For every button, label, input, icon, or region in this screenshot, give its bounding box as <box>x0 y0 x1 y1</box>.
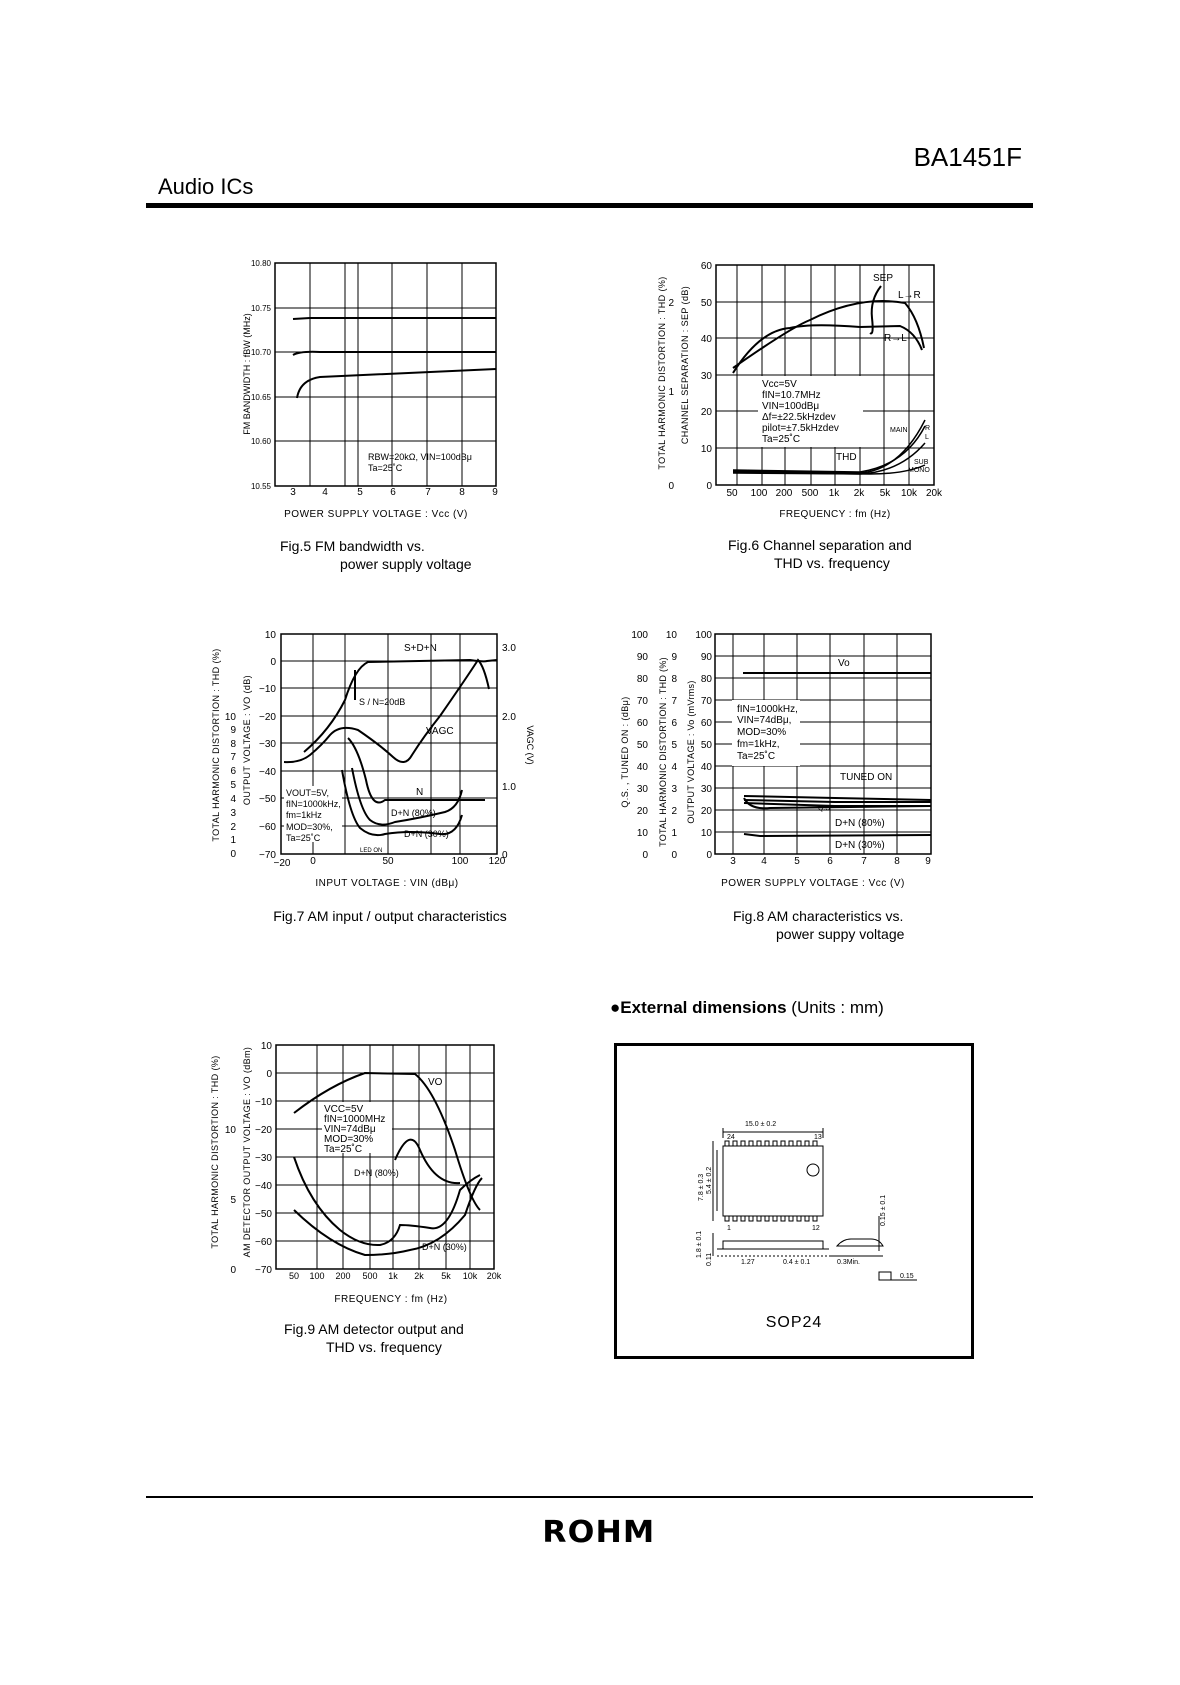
dim-flat: 0.15 <box>900 1273 914 1280</box>
fig7-xtick: 120 <box>488 856 506 867</box>
fig9-condition: Ta=25˚C <box>324 1144 363 1155</box>
fig6-ytick-thd: 1 <box>668 387 674 398</box>
fig8-condition: VIN=74dBμ, <box>737 715 792 726</box>
fig9-ytick-vo: −70 <box>255 1265 272 1276</box>
fig9-ylabel-inner: AM DETECTOR OUTPUT VOLTAGE : VO (dBm) <box>242 1046 252 1258</box>
fig8-xtick: 9 <box>925 856 931 867</box>
fig7-xtick: 50 <box>382 856 394 867</box>
fig9-ytick-vo: 10 <box>260 1041 272 1052</box>
bottom-pins <box>725 1216 817 1221</box>
external-dimensions-heading: External dimensions <box>620 998 787 1017</box>
fig7-ytick-vo: −30 <box>259 739 276 750</box>
fig6-ytick-sep: 20 <box>700 407 712 418</box>
fig6-xtick: 2k <box>853 488 865 499</box>
top-pins <box>725 1141 817 1146</box>
fig8-xtick: 5 <box>794 856 800 867</box>
fig7-ytick-vo: −40 <box>259 767 276 778</box>
fig6-condition: pilot=±7.5kHzdev <box>762 423 839 434</box>
fig8-ylabel-qs: Q.S. , TUNED ON : (dBμ) <box>620 696 630 808</box>
fig7-ytick-vo: −50 <box>259 794 276 805</box>
fig7-ytick-thd: 3 <box>230 808 236 819</box>
fig9-ytick-vo: −40 <box>255 1181 272 1192</box>
fig7-ytick-vo: −60 <box>259 822 276 833</box>
pin1-marker <box>807 1164 819 1176</box>
rohm-logo: ROHM <box>542 1515 656 1550</box>
fig7-ytick-vo: −20 <box>259 712 276 723</box>
fig6-label-sub: SUB <box>914 459 929 466</box>
fig6-xtick: 100 <box>750 488 768 499</box>
dim-min: 0.3Min. <box>837 1259 860 1266</box>
fig8-ytick-vo: 70 <box>700 696 712 707</box>
fig5-ytick: 10.75 <box>250 304 271 313</box>
fig6-ylabel-inner: CHANNEL SEPARATION : SEP (dB) <box>680 285 690 445</box>
external-dimensions-title <box>610 998 884 1018</box>
fig8-ytick-vo: 100 <box>695 630 712 641</box>
fig9-ytick-vo: −50 <box>255 1209 272 1220</box>
fig8-ytick-vo: 40 <box>700 762 712 773</box>
fig6-xtick: 10k <box>900 488 918 499</box>
external-dimensions-units: (Units : mm) <box>786 998 884 1017</box>
fig5-ylabel: FM BANDWIDTH : fBW (MHz) <box>242 313 252 435</box>
fig9-xtick: 200 <box>335 1271 351 1281</box>
fig8-ytick-vo: 30 <box>700 784 712 795</box>
fig8-ytick-vo: 50 <box>700 740 712 751</box>
fig7-condition: MOD=30%, <box>286 822 333 832</box>
fig5-annotation: RBW=20kΩ, VIN=100dBμ <box>368 452 472 462</box>
fig8-label-tuned: TUNED ON <box>840 772 893 783</box>
fig8-ytick-qs: 40 <box>636 762 648 773</box>
fig9-xtick: 1k <box>388 1271 398 1281</box>
fig8-ytick-thd: 2 <box>671 806 677 817</box>
fig8-xlabel: POWER SUPPLY VOLTAGE : Vcc (V) <box>721 878 905 889</box>
dim-pin12: 12 <box>812 1225 820 1232</box>
fig5-xtick: 8 <box>459 487 465 498</box>
fig9-ytick-vo: −30 <box>255 1153 272 1164</box>
dim-pitch: 1.27 <box>741 1259 755 1266</box>
fig6-label-lr: L→R <box>898 290 921 301</box>
fig7-label-vagc: VAGC <box>426 726 454 737</box>
fig6-caption-line1: Fig.6 Channel separation and <box>728 537 912 553</box>
fig8-label-dn80: D+N (80%) <box>835 818 885 829</box>
fig7-ytick-vo: −70 <box>259 850 276 861</box>
fig7-label-sn: S / N=20dB <box>359 697 406 707</box>
dim-h: 1.8 ± 0.1 <box>696 1230 703 1258</box>
fig9-ytick-thd: 0 <box>230 1265 236 1276</box>
fig8-ytick-qs: 60 <box>636 718 648 729</box>
fig9-caption-line2: THD vs. frequency <box>326 1339 442 1355</box>
fig6-xtick: 20k <box>925 488 943 499</box>
fig8-ytick-vo: 0 <box>706 850 712 861</box>
fig6-xlabel: FREQUENCY : fm (Hz) <box>779 509 891 520</box>
fig7-ytick-thd: 4 <box>230 794 236 805</box>
fig7-ytick-right: 1.0 <box>502 782 516 793</box>
fig5-ytick: 10.60 <box>250 437 271 446</box>
fig8-condition: MOD=30% <box>737 727 787 738</box>
fig6-label-r: R <box>925 425 931 432</box>
fig8-ytick-vo: 20 <box>700 806 712 817</box>
fig5-xtick: 6 <box>390 487 396 498</box>
fig5-xtick: 7 <box>425 487 431 498</box>
package-drawing-box <box>614 1043 974 1359</box>
fig9-xtick: 5k <box>441 1271 451 1281</box>
fig7-label-led: LED ON <box>360 848 383 854</box>
package-side-view <box>723 1241 823 1249</box>
fig8-ytick-thd: 5 <box>671 740 677 751</box>
fig8-ylabel-thd: TOTAL HARMONIC DISTORTION : THD (%) <box>658 657 668 847</box>
fig7-ytick-thd: 5 <box>230 780 236 791</box>
fig9-ytick-vo: 0 <box>266 1069 272 1080</box>
fig9-xtick: 10k <box>462 1271 478 1281</box>
sop24-drawing <box>617 1046 971 1356</box>
fig8-ytick-qs: 10 <box>636 828 648 839</box>
fig5-ytick: 10.65 <box>250 393 271 402</box>
fig7-ytick-thd: 6 <box>230 766 236 777</box>
fig7-ytick-vo: −10 <box>259 684 276 695</box>
dim-w1: 7.8 ± 0.3 <box>698 1173 705 1201</box>
fig9-xtick: 100 <box>309 1271 325 1281</box>
fig8-ytick-qs: 80 <box>636 674 648 685</box>
fig8-ytick-thd: 4 <box>671 762 677 773</box>
fig5-xtick: 4 <box>322 487 328 498</box>
fig9-ytick-thd: 5 <box>230 1195 236 1206</box>
fig6-xtick: 50 <box>726 488 738 499</box>
fig7-ytick-thd: 10 <box>224 712 236 723</box>
fig8-label-vo: Vo <box>838 658 850 669</box>
fig6-ytick-sep: 10 <box>700 444 712 455</box>
fig8-ytick-thd: 6 <box>671 718 677 729</box>
fig6-condition: Vcc=5V <box>762 379 797 390</box>
fig5-ytick: 10.70 <box>250 348 271 357</box>
fig9-xlabel: FREQUENCY : fm (Hz) <box>334 1294 448 1305</box>
fig7-ylabel-inner: OUTPUT VOLTAGE : VO (dB) <box>242 674 252 806</box>
fig9-ytick-vo: −10 <box>255 1097 272 1108</box>
fig6-ytick-sep: 60 <box>700 261 712 272</box>
fig8-ytick-qs: 50 <box>636 740 648 751</box>
fig9-xtick: 2k <box>414 1271 424 1281</box>
fig9-dn80-bump <box>395 1140 460 1184</box>
fig8-condition: Ta=25˚C <box>737 751 776 762</box>
fig6-label-l: L <box>925 434 929 441</box>
fig8-condition: fIN=1000kHz, <box>737 704 798 715</box>
fig6-condition: Ta=25˚C <box>762 434 801 445</box>
fig5-annotation: Ta=25˚C <box>368 463 403 473</box>
fig8-ylabel-vo: OUTPUT VOLTAGE : Vo (mVrms) <box>686 680 696 824</box>
fig5-xtick: 3 <box>290 487 296 498</box>
fig7-condition: VOUT=5V, <box>286 788 329 798</box>
fig7-condition: fm=1kHz <box>286 810 322 820</box>
fig6-ytick-sep: 50 <box>700 298 712 309</box>
fig6-label-sep: SEP <box>873 273 894 284</box>
fig8-ytick-thd: 10 <box>665 630 677 641</box>
fig6-caption-line2: THD vs. frequency <box>774 555 890 571</box>
fig6-ytick-sep: 40 <box>700 334 712 345</box>
fig9-condition: MOD=30% <box>324 1134 374 1145</box>
fig7-label-dn80: D+N (80%) <box>391 808 436 818</box>
fig9-ytick-vo: −60 <box>255 1237 272 1248</box>
fig5-xtick: 9 <box>492 487 498 498</box>
fig6-xtick: 200 <box>775 488 793 499</box>
fig9-condition: VIN=74dBμ <box>324 1124 376 1135</box>
fig8-xtick: 4 <box>761 856 767 867</box>
fig8-ytick-vo: 10 <box>700 828 712 839</box>
fig9-caption <box>284 1320 514 1356</box>
fig7-xtick: 100 <box>451 856 469 867</box>
footer-rule <box>146 1496 1033 1498</box>
fig8-ytick-qs: 0 <box>642 850 648 861</box>
fig7-ytick-thd: 1 <box>230 835 236 846</box>
fig9-ytick-vo: −20 <box>255 1125 272 1136</box>
fig7-condition: Ta=25˚C <box>286 833 321 843</box>
fig8-ytick-vo: 80 <box>700 674 712 685</box>
fig8-ytick-thd: 9 <box>671 652 677 663</box>
fig8-ytick-thd: 7 <box>671 696 677 707</box>
fig6-ytick-sep: 0 <box>706 481 712 492</box>
fig8-ytick-thd: 8 <box>671 674 677 685</box>
fig9-xtick: 50 <box>288 1271 300 1281</box>
fig8-ytick-vo: 60 <box>700 718 712 729</box>
fig8-xtick: 6 <box>827 856 833 867</box>
dim-standoff: 0.11 <box>706 1252 713 1266</box>
fig8-ytick-thd: 0 <box>671 850 677 861</box>
fig6-xtick: 5k <box>879 488 891 499</box>
fig7-ytick-thd: 0 <box>230 849 236 860</box>
fig7-ytick-right: 0 <box>502 850 508 861</box>
fig7-caption-line: Fig.7 AM input / output characteristics <box>273 908 507 924</box>
fig8-ytick-thd: 1 <box>671 828 677 839</box>
fig9-label-dn80: D+N (80%) <box>354 1168 399 1178</box>
package-end-view <box>837 1239 883 1246</box>
fig9-ytick-thd: 10 <box>224 1125 236 1136</box>
fig7-ytick-right: 3.0 <box>502 643 516 654</box>
fig8-ytick-qs: 30 <box>636 784 648 795</box>
fig6-xtick: 1k <box>828 488 840 499</box>
fig6-label-mono: MONO <box>908 467 930 474</box>
fig7-ytick-vo: 0 <box>270 657 276 668</box>
fig9-caption-line1: Fig.9 AM detector output and <box>284 1321 464 1337</box>
fig8-xtick: 7 <box>861 856 867 867</box>
package-top-view <box>723 1146 823 1216</box>
fig8-ytick-qs: 100 <box>631 630 648 641</box>
fig9-label-dn30: D+N (30%) <box>422 1242 467 1252</box>
package-name: SOP24 <box>765 1314 823 1331</box>
fig6-label-rl: R→L <box>884 333 907 344</box>
fig5-xtick: 5 <box>357 487 363 498</box>
fig8-ytick-qs: 90 <box>636 652 648 663</box>
dim-pin1: 1 <box>727 1225 731 1232</box>
fig6-ytick-thd: 2 <box>668 298 674 309</box>
fig7-label-n: N <box>416 787 424 798</box>
fig7-xtick: 0 <box>310 856 316 867</box>
bullet-icon: ● <box>610 998 621 1017</box>
fig7-ytick-thd: 2 <box>230 822 236 833</box>
fig7-label-dn30: D+N (30%) <box>404 829 449 839</box>
dim-w2: 5.4 ± 0.2 <box>706 1166 713 1194</box>
fig6-label-thd: THD <box>836 452 857 463</box>
fig7-ylabel-right: VAGC (V) <box>525 725 535 765</box>
fig8-ytick-qs: 70 <box>636 696 648 707</box>
fig9-label-vo: VO <box>428 1077 443 1088</box>
fig7-xlabel: INPUT VOLTAGE : VIN (dBμ) <box>315 878 459 889</box>
section-title: Audio ICs <box>158 174 254 199</box>
fig7-ylabel-outer: TOTAL HARMONIC DISTORTION : THD (%) <box>211 648 221 842</box>
fig9-xtick: 20k <box>486 1271 502 1281</box>
fig9-condition: VCC=5V <box>324 1104 364 1115</box>
fig8-caption-line2: power suppy voltage <box>776 926 905 942</box>
fig8-xtick: 3 <box>730 856 736 867</box>
fig6-condition: VIN=100dBμ <box>762 401 820 412</box>
fig6-ytick-thd: 0 <box>668 481 674 492</box>
dim-length: 15.0 ± 0.2 <box>745 1121 777 1128</box>
fig5-ytick: 10.80 <box>250 259 271 268</box>
fig7-ytick-thd: 8 <box>230 739 236 750</box>
fig6-condition: fIN=10.7MHz <box>762 390 821 401</box>
fig9-xtick: 500 <box>362 1271 378 1281</box>
fig6-label-main: MAIN <box>890 427 908 434</box>
fig8-xtick: 8 <box>894 856 900 867</box>
fig7-ytick-vo: 10 <box>264 630 276 641</box>
fig5-caption-line1: Fig.5 FM bandwidth vs. <box>280 538 425 554</box>
part-number: BA1451F <box>913 142 1022 172</box>
dim-pin24: 24 <box>727 1134 735 1141</box>
fig7-xtick: −20 <box>273 858 291 869</box>
fig8-ytick-qs: 20 <box>636 806 648 817</box>
fig5-ytick: 10.55 <box>250 482 271 491</box>
fig7-label-sdn: S+D+N <box>404 643 437 654</box>
fig8-condition: fm=1kHz, <box>737 739 780 750</box>
fig6-condition: Δf=±22.5kHzdev <box>762 412 836 423</box>
fig5-xlabel: POWER SUPPLY VOLTAGE : Vcc (V) <box>284 509 468 520</box>
fig5-caption-line2: power supply voltage <box>340 556 472 572</box>
fig8-ytick-vo: 90 <box>700 652 712 663</box>
fig7-ytick-thd: 7 <box>230 752 236 763</box>
dim-lead: 0.4 ± 0.1 <box>783 1259 811 1266</box>
fig7-ytick-right: 2.0 <box>502 712 516 723</box>
fig7-condition: fIN=1000kHz, <box>286 799 341 809</box>
dim-thick: 0.15 ± 0.1 <box>880 1194 887 1226</box>
fig6-xtick: 500 <box>801 488 819 499</box>
fig8-label-qs: Q.S <box>818 805 831 812</box>
fig8-ytick-thd: 3 <box>671 784 677 795</box>
fig9-condition: fIN=1000MHz <box>324 1114 386 1125</box>
fig6-ytick-sep: 30 <box>700 371 712 382</box>
dim-pin13: 13 <box>814 1134 822 1141</box>
fig7-ytick-thd: 9 <box>230 725 236 736</box>
fig9-ylabel-outer: TOTAL HARMONIC DISTORTION : THD (%) <box>210 1055 220 1249</box>
fig8-label-dn30: D+N (30%) <box>835 840 885 851</box>
fig6-ylabel-outer: TOTAL HARMONIC DISTORTION : THD (%) <box>657 276 667 470</box>
fig8-caption-line1: Fig.8 AM characteristics vs. <box>733 908 904 924</box>
